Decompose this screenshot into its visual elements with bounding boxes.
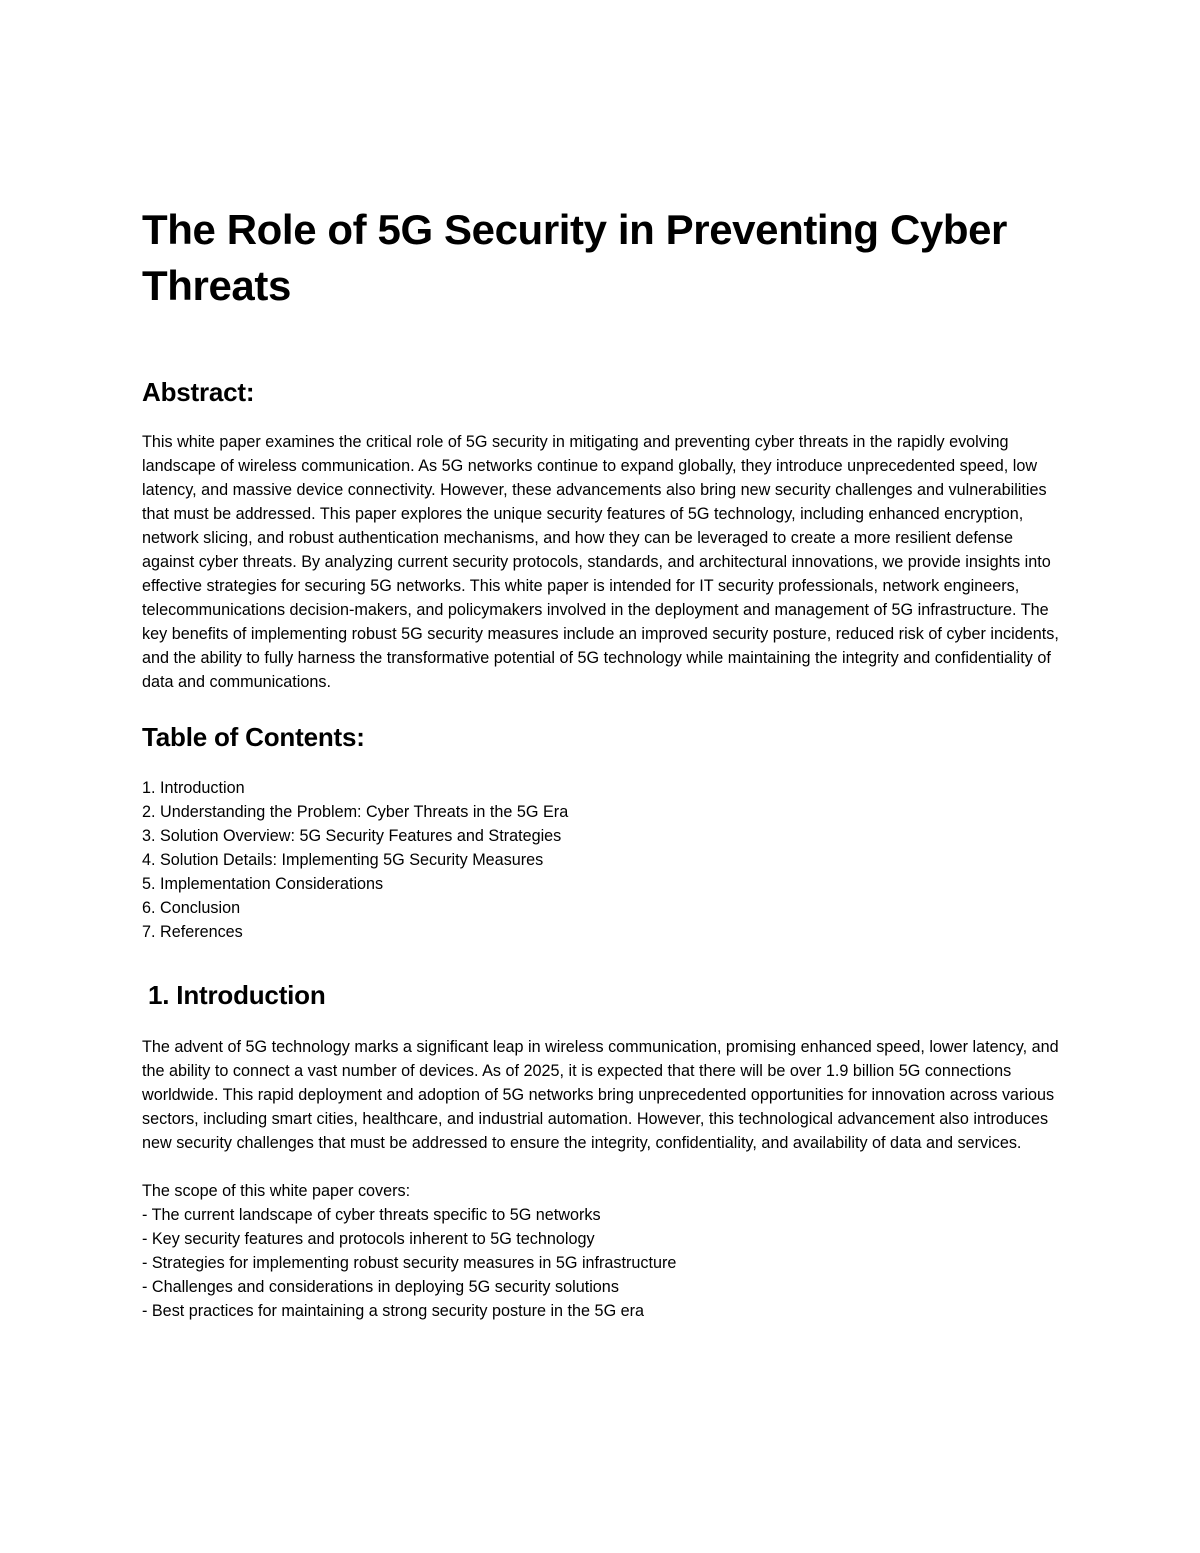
introduction-heading: 1. Introduction — [148, 980, 326, 1010]
scope-item: - Best practices for maintaining a strong security posture in the 5G era — [142, 1302, 645, 1320]
scope-item: - Key security features and protocols inherent to 5G technology — [142, 1230, 595, 1248]
toc-item: 1. Introduction — [142, 779, 245, 797]
toc-item: 6. Conclusion — [142, 899, 241, 917]
introduction-paragraph: The advent of 5G technology marks a significant leap in wireless communication, promising enhanced speed, lower latency, and the ability to connect a vast number of devices. As of 2025, it is expected that there will be over 1.9 billion 5G connections worldwide. This rapid deployment and adoption of 5G networks bring unprecedented opportunities for innovation across various sectors, including smart cities, healthcare, and industrial automation. However, this technological advancement also introduces new security challenges that must be addressed to ensure the integrity, confidentiality, and availability of data and services. — [142, 1038, 1059, 1152]
scope-item: - Strategies for implementing robust security measures in 5G infrastructure — [142, 1254, 677, 1272]
scope-item: - The current landscape of cyber threats specific to 5G networks — [142, 1206, 601, 1224]
toc-list — [142, 776, 1060, 944]
toc-item: 4. Solution Details: Implementing 5G Security Measures — [142, 851, 544, 869]
scope-item: - Challenges and considerations in deploying 5G security solutions — [142, 1278, 619, 1296]
toc-item: 5. Implementation Considerations — [142, 875, 384, 893]
scope-list — [142, 1203, 1060, 1323]
document-title: The Role of 5G Security in Preventing Cyber Threats — [142, 206, 1008, 309]
abstract-paragraph: This white paper examines the critical role of 5G security in mitigating and preventing cyber threats in the rapidly evolving landscape of wireless communication. As 5G networks continue to expand globally, they introduce unprecedented speed, low latency, and massive device connectivity. However, these advancements also bring new security challenges and vulnerabilities that must be addressed. This paper explores the unique security features of 5G technology, including enhanced encryption, network slicing, and robust authentication mechanisms, and how they can be leveraged to create a more resilient defense against cyber threats. By analyzing current security protocols, standards, and architectural innovations, we provide insights into effective strategies for securing 5G networks. This white paper is intended for IT security professionals, network engineers, telecommunications decision-makers, and policymakers involved in the deployment and management of 5G infrastructure. The key benefits of implementing robust 5G security measures include an improved security posture, reduced risk of cyber incidents, and the ability to fully harness the transformative potential of 5G technology while maintaining the integrity and confidentiality of data and communications. — [142, 433, 1059, 691]
toc-heading: Table of Contents: — [142, 722, 365, 752]
toc-item: 7. References — [142, 923, 243, 941]
toc-item: 2. Understanding the Problem: Cyber Threats in the 5G Era — [142, 803, 569, 821]
toc-item: 3. Solution Overview: 5G Security Features and Strategies — [142, 827, 562, 845]
abstract-heading: Abstract: — [142, 377, 255, 407]
scope-intro: The scope of this white paper covers: — [142, 1182, 411, 1200]
